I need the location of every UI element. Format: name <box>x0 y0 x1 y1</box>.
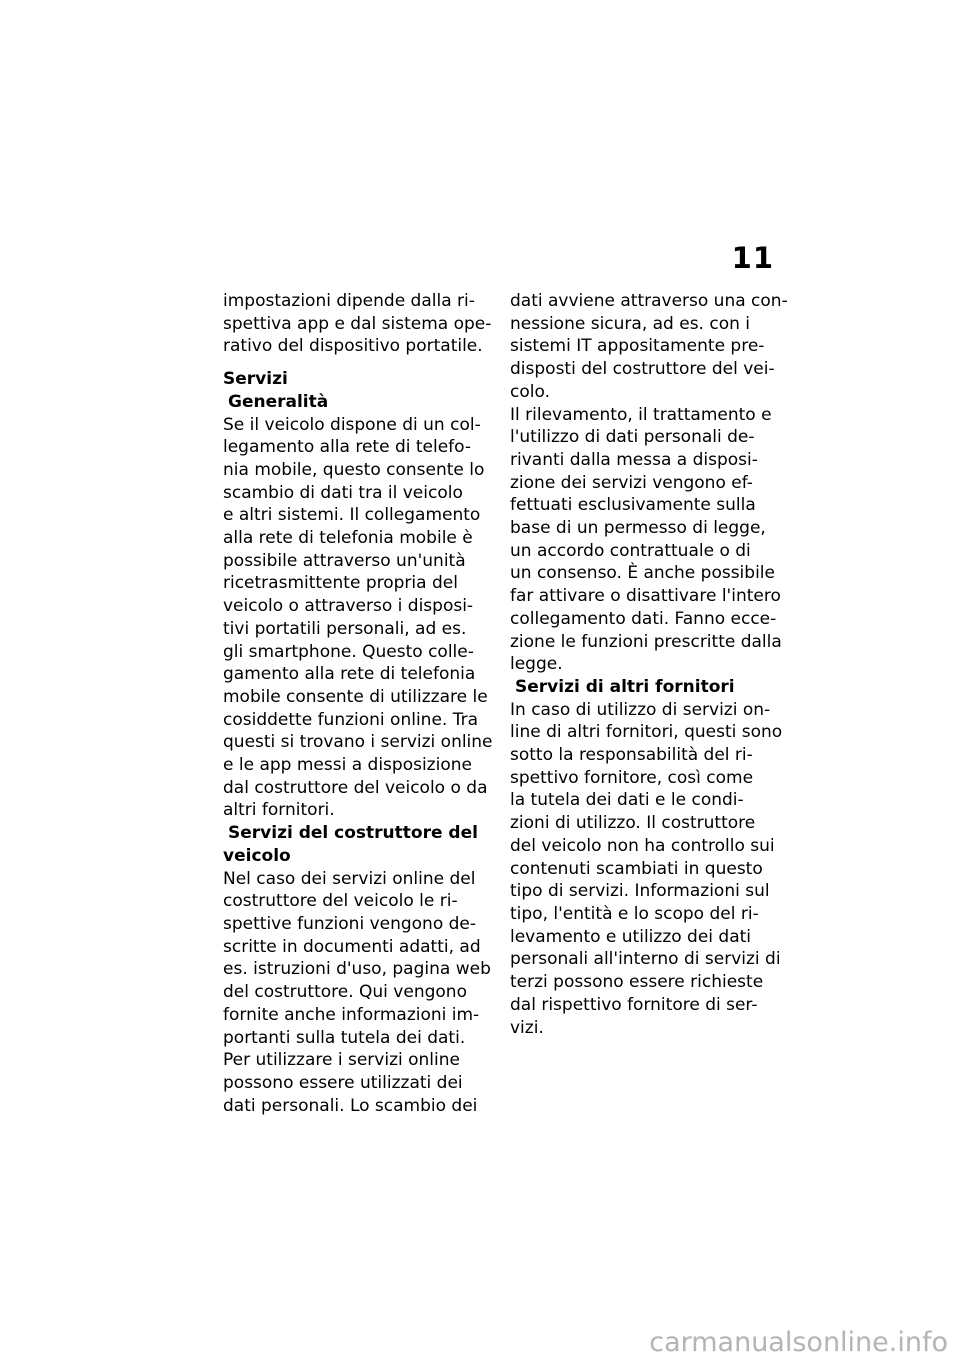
subheading-costruttore: Servizi del costruttore del <box>228 823 478 844</box>
text-line: zione le funzioni prescritte dalla <box>510 631 782 652</box>
text-line: spettive funzioni vengono de- <box>223 913 477 934</box>
text-line: fornite anche informazioni im- <box>223 1004 480 1025</box>
continued-paragraph <box>510 290 788 676</box>
text-line: tipo di servizi. Informazioni sul <box>510 881 770 902</box>
text-line: possono essere utilizzati dei <box>223 1072 463 1093</box>
text-line: Per utilizzare i servizi online <box>223 1050 460 1071</box>
text-line: fettuati esclusivamente sulla <box>510 495 756 516</box>
text-line: collegamento dati. Fanno ecce- <box>510 608 777 629</box>
text-line: alla rete di telefonia mobile è <box>223 528 473 549</box>
text-line: far attivare o disattivare l'intero <box>510 586 781 607</box>
intro-paragraph <box>223 290 492 358</box>
watermark-text: carmanualsonline.info <box>649 1327 948 1358</box>
text-line: impostazioni dipende dalla ri- <box>223 291 475 311</box>
text-line: questi si trovano i servizi online <box>223 732 493 753</box>
text-line: legamento alla rete di telefo- <box>223 437 472 458</box>
text-line: veicolo o attraverso i disposi- <box>223 596 474 617</box>
text-line: base di un permesso di legge, <box>510 518 766 539</box>
text-line: Il rilevamento, il trattamento e <box>510 404 772 425</box>
text-line: es. istruzioni d'uso, pagina web <box>223 959 491 980</box>
text-line: disposti del costruttore del vei- <box>510 359 775 380</box>
text-line: Nel caso dei servizi online del <box>223 868 476 889</box>
text-line: tivi portatili personali, ad es. <box>223 618 467 639</box>
subheading-generalita: Generalità <box>228 391 329 412</box>
text-line: legge. <box>510 654 563 675</box>
text-line: nia mobile, questo consente lo <box>223 459 485 480</box>
text-line: la tutela dei dati e le condi- <box>510 790 744 811</box>
text-line: scambio di dati tra il veicolo <box>223 482 463 503</box>
text-line: dal costruttore del veicolo o da <box>223 777 488 798</box>
right-column <box>510 290 788 1039</box>
text-line: possibile attraverso un'unità <box>223 550 466 571</box>
text-line: un accordo contrattuale o di <box>510 540 751 561</box>
text-line: contenuti scambiati in questo <box>510 858 763 879</box>
text-line: In caso di utilizzo di servizi on- <box>510 699 771 720</box>
text-line: spettivo fornitore, così come <box>510 767 754 788</box>
text-line: mobile consente di utilizzare le <box>223 686 488 707</box>
text-line: line di altri fornitori, questi sono <box>510 722 783 743</box>
text-line: un consenso. È anche possibile <box>510 563 775 584</box>
text-line: e le app messi a disposizione <box>223 755 472 776</box>
text-line: l'utilizzo di dati personali de- <box>510 427 755 448</box>
text-line: Se il veicolo dispone di un col- <box>223 414 481 435</box>
text-line: scritte in documenti adatti, ad <box>223 936 481 957</box>
text-line: spettiva app e dal sistema ope- <box>223 313 492 334</box>
text-line: rivanti dalla messa a disposi- <box>510 449 758 470</box>
text-line: cosiddette funzioni online. Tra <box>223 709 478 730</box>
section-heading-servizi: Servizi <box>223 369 288 390</box>
text-line: levamento e utilizzo dei dati <box>510 926 752 947</box>
page-number: 11 <box>731 241 774 275</box>
text-line: vizi. <box>510 1017 544 1038</box>
text-line: zioni di utilizzo. Il costruttore <box>510 813 756 834</box>
text-line: rativo del dispositivo portatile. <box>223 336 483 357</box>
text-line: ricetrasmittente propria del <box>223 573 458 594</box>
altri-fornitori-paragraph <box>510 699 783 1040</box>
text-line: portanti sulla tutela dei dati. <box>223 1027 466 1048</box>
text-line: gli smartphone. Questo colle- <box>223 641 474 662</box>
text-line: sistemi IT appositamente pre- <box>510 336 765 357</box>
costruttore-paragraph <box>223 868 489 1118</box>
text-line: dati avviene attraverso una con- <box>510 291 788 311</box>
text-line: personali all'interno di servizi di <box>510 949 781 970</box>
text-line: nessione sicura, ad es. con i <box>510 313 751 334</box>
text-line: del costruttore. Qui vengono <box>223 982 467 1003</box>
text-line: sotto la responsabilità del ri- <box>510 745 753 766</box>
text-line: tipo, l'entità e lo scopo del ri- <box>510 903 759 924</box>
text-line: del veicolo non ha controllo sui <box>510 835 775 856</box>
text-line: dal rispettivo fornitore di ser- <box>510 994 758 1015</box>
text-line: gamento alla rete di telefonia <box>223 664 476 685</box>
text-line: costruttore del veicolo le ri- <box>223 891 458 912</box>
text-line: dati personali. Lo scambio dei <box>223 1095 478 1116</box>
text-line: zione dei servizi vengono ef- <box>510 472 753 493</box>
text-line: altri fornitori. <box>223 800 335 821</box>
generalita-paragraph <box>223 414 493 823</box>
subheading-costruttore-cont: veicolo <box>223 845 291 866</box>
subheading-altri-fornitori: Servizi di altri fornitori <box>515 676 735 697</box>
text-line: colo. <box>510 381 550 402</box>
text-line: terzi possono essere richieste <box>510 972 764 993</box>
left-column <box>223 290 493 1117</box>
text-line: e altri sistemi. Il collegamento <box>223 505 481 526</box>
